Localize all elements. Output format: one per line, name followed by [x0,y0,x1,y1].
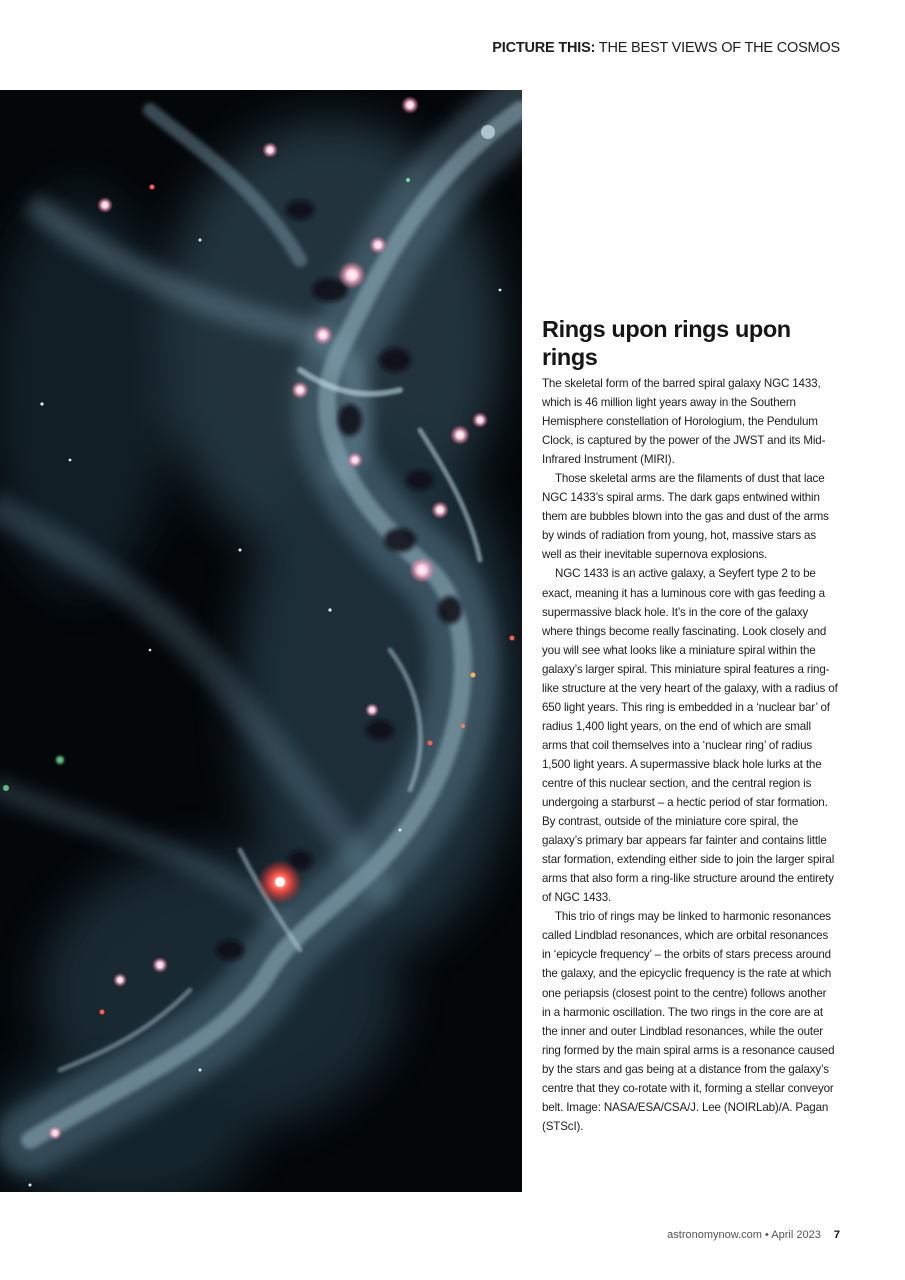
article-paragraph: The skeletal form of the barred spiral galaxy NGC 1433, which is 46 million light years away in the Southern Hemisphere constellation of Horologium, the Pendulum Clock, is captured by the power of the JWST and its Mid-Infrared Instrument (MIRI). [542,377,826,467]
article-body [542,374,838,1136]
page-footer [667,1229,840,1241]
galaxy-photo [0,90,522,1192]
article [542,315,838,1136]
article-paragraph: Those skeletal arms are the filaments of dust that lace NGC 1433’s spiral arms. The dark gaps entwined within them are bubbles blown into the gas and dust of the arms by winds of radiation from young, hot, massive stars as well as their inevitable supernova explosions. [542,472,829,562]
running-head [492,40,840,56]
folio-site-date: astronomynow.com • April 2023 [667,1229,821,1241]
galaxy-image [0,90,522,1192]
article-headline: Rings upon rings upon rings [542,316,791,370]
article-paragraph: NGC 1433 is an active galaxy, a Seyfert type 2 to be exact, meaning it has a luminous core with gas feeding a supermassive black hole. It’s in the core of the galaxy where things become really fascinating. Look closely and you will see what looks like a miniature spiral within the galaxy’s larger spiral. This miniature spiral features a ring-like structure at the very heart of the galaxy, with a radius of 650 light years. This ring is embedded in a ‘nuclear bar’ of radius 1,400 light years, on the end of which are small arms that coil themselves into a ‘nuclear ring’ of radius 1,500 light years. A supermassive black hole lurks at the centre of this nuclear section, and the central region is undergoing a starburst – a hectic period of star formation. By contrast, outside of the miniature core spiral, the galaxy’s primary bar appears far fainter and contains little star formation, extending either side to join the larger spiral arms that also form a ring-like structure around the entirety of NGC 1433. [542,567,838,905]
article-paragraph: This trio of rings may be linked to harmonic resonances called Lindblad resonances, which are orbital resonances in ‘epicycle frequency’ – the orbits of stars precess around the galaxy, and the epicyclic frequency is the rate at which one periapsis (closest point to the centre) follows another in a harmonic oscillation. The two rings in the core are at the inner and outer Lindblad resonances, while the outer ring formed by the main spiral arms is a resonance caused by the stars and gas being at a distance from the galaxy’s centre that they co-rotate with it, forming a stellar conveyor belt. Image: NASA/ESA/CSA/J. Lee (NOIRLab)/A. Pagan (STScI). [542,910,835,1133]
page-number: 7 [833,1229,840,1241]
running-head-title: THE BEST VIEWS OF THE COSMOS [598,40,840,56]
running-head-section: PICTURE THIS: [492,40,596,56]
